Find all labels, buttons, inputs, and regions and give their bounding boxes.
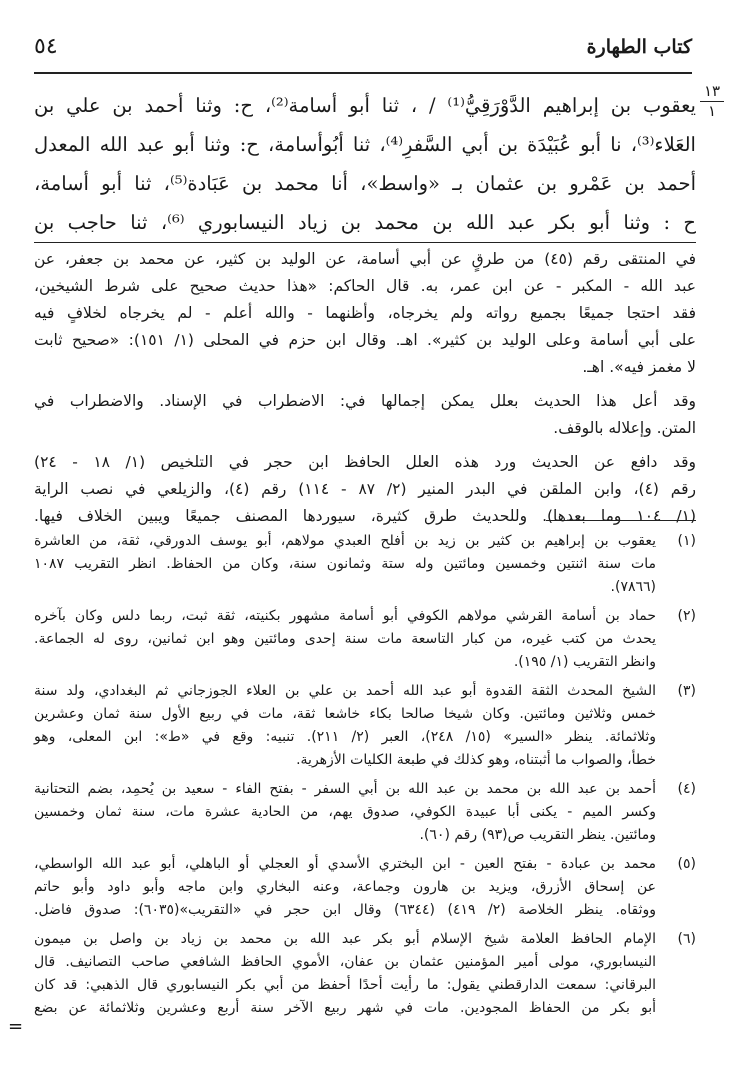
commentary-line: المتن. وإعلاله بالوقف. [553,419,696,437]
footnote-line: خمس وثلاثين ومائتين. وكان شيخا صالحا بكاء خاشعا ثقة، مات في ربيع الأول سنة ثمان وعشرين [34,706,656,722]
commentary-line: في المنتقى رقم (٤٥) من طرقٍ عن أبي أسامة، عن الوليد بن كثير، عن محمد بن جعفر، عن [34,250,696,268]
footnote-6 [34,928,696,1020]
footnote-line: حماد بن أسامة القرشي مولاهم الكوفي أبو أسامة مشهور بكنيته، ثقة ثبت، ربما دلس وكان بآخره [34,608,656,624]
commentary-line: فقد احتجا جميعًا بجميع رواته ولم يخرجاه، وأظنهما - والله أعلم - لم يخرجاه لخلافٍ فيه [34,304,696,322]
footnote-line: أبو بكر من الحفاظ المجودين. مات في شهر ربيع الآخر سنة أربع وعشرين وثلاثمائة عن بضع [34,1000,656,1016]
footnote-rule [546,520,696,521]
main-text-line: ح : وثنا أبو بكر عبد الله بن محمد بن زياد النيسابوري ⁽⁶⁾، ثنا حاجب بن [34,211,696,234]
margin-reference [700,84,724,119]
footnote-number: (٦) [677,931,696,947]
footnote-line: خطأ، والصواب ما أثبتناه، وهو كذلك في طبعة الكليات الأزهرية. [296,752,656,768]
header-rule [34,72,692,74]
footnote-line: مات سنة اثنتين وخمسين ومائتين وله ستة وثمانون سنة، وكان من الحفاظ. انظر التقريب ١٠٨٧ [34,556,656,572]
book-title: كتاب الطهارة [586,36,692,58]
commentary-line: لا مغمز فيه». اهـ. [582,358,696,376]
footnote-line: ومائتين. ينظر التقريب ص(٩٣) رقم (٦٠). [419,827,656,843]
footnote-line: محمد بن عبادة - بفتح العين - ابن البختري الأسدي أو العجلي أو الباهلي، أبو عبد الله الواسطي، [34,856,656,872]
footnote-line: عن إسحاق الأزرق، ويزيد بن هارون وجماعة، وعنه البخاري وابن ماجه وأبو داود وأبو حاتم [34,879,656,895]
main-text [34,86,696,242]
footnote-line: ووثقاه. ينظر الخلاصة (٢/ ٤١٩) (٦٣٤٤) وقال ابن حجر في «التقريب»(٦٠٣٥): صدوق فاضل. [34,902,657,918]
commentary-line: وقد دافع عن الحديث ورد هذه العلل الحافظ ابن حجر في التلخيص (١/ ١٨ - ٢٤) [34,453,696,471]
commentary-line: وقد أعل هذا الحديث بعلل يمكن إجمالها في: الاضطراب في الإسناد. والاضطراب في [34,392,696,410]
footnote-line: وانظر التقريب (١/ ١٩٥). [513,654,656,670]
footnote-line: البرقاني: سمعت الدارقطني يقول: ما رأيت أحدًا أحفظ من أبي بكر النيسابوري قال الذهبي: قد كان [34,977,656,993]
margin-ref-page: ١ [707,102,717,120]
footnote-line: وكسر الميم - يكنى أبا عبيدة الكوفي، صدوق يهم، من الحادية عشرة مات، سنة ثمان وخمسين [34,804,656,820]
footnote-line: النيسابوري، مولى أمير المؤمنين عثمان بن عفان، الأموي الحافظ الشافعي صاحب التصانيف. قال [34,954,656,970]
footnote-line: (٧٨٦٦). [610,579,656,595]
footnote-line: الإمام الحافظ العلامة شيخ الإسلام أبو بكر عبد الله بن محمد بن زياد بن واصل بن ميمون [34,931,656,947]
footnote-line: يحدث من كتب غيره، من كبار التاسعة مات سنة إحدى ومائتين وهو ابن ثمانين، روى له الجماعة. [34,631,656,647]
main-text-line: العَلاء⁽³⁾، نا أبو عُبَيْدَة بن أبي السَّفرِ⁽⁴⁾، ثنا أبُوأسامة، ح: وثنا أبو عبد الله المعدل [34,133,696,156]
margin-ref-volume: ١٣ [700,84,724,102]
footnote-4 [34,778,696,847]
footnote-5 [34,853,696,922]
footnote-2 [34,605,696,674]
main-separator-rule [34,242,696,243]
commentary-line: (١/ ١٠٤ وما بعدها). وللحديث طرق كثيرة، سيوردها المصنف جميعًا ويبين الخلاف فيها. [34,507,696,525]
commentary-line: على أبي أسامة وعلى الوليد بن كثير». اهـ. وقال ابن حزم في المحلى (١/ ١٥١): «صحيح ثابت [34,331,696,349]
footnote-number: (٥) [677,856,696,872]
footnote-number: (٢) [677,608,696,624]
commentary-line: عبد الله - المكبر - عن ابن عمر، به. قال الحاكم: «هذا حديث صحيح على شرط الشيخين، [34,277,696,295]
page-header [34,30,692,72]
page-number: ٥٤ [34,34,58,59]
commentary-line: رقم (٤)، وابن الملقن في البدر المنير (٢/ ٨٧ - ١١٤) رقم (٤)، والزيلعي في نصب الراية [34,480,696,498]
footnote-line: أحمد بن عبد الله بن محمد بن عبد الله بن أبي السفر - بفتح الفاء - سعيد بن يُحمِد، بضم التحتانية [34,781,656,797]
footnote-1 [34,530,696,599]
main-text-line: أحمد بن عَمْرو بن عثمان بـ «واسط»، أنا محمد بن عَبَادة⁽⁵⁾، ثنا أبو أسامة، [34,172,697,195]
commentary [34,246,696,530]
footnote-line: الشيخ المحدث الثقة القدوة أبو عبد الله أحمد بن علي بن العلاء الجوزجاني ثم البغدادي، ولد سنة [34,683,656,699]
footnote-number: (٤) [677,781,696,797]
footnote-number: (١) [677,533,696,549]
footnote-line: يعقوب بن إبراهيم بن كثير بن زيد بن أفلح العبدي مولاهم، أبو يوسف الدورقي، ثقة، من العاشرة [34,533,656,549]
footnotes [34,530,696,1026]
footnote-line: وثلاثمائة. ينظر «السير» (١٥/ ٢٤٨)، العبر (٢/ ٢١١). تنبيه: وقع في «ط»: ابن المعلى، وهو [34,729,657,745]
footnote-3 [34,680,696,772]
main-text-line: يعقوب بن إبراهيم الدَّوْرَقِيُّ⁽¹⁾ / ، ثنا أبو أسامة⁽²⁾، ح: وثنا أحمد بن علي بن [34,94,696,117]
continuation-mark: = [8,1016,24,1037]
footnote-number: (٣) [677,683,696,699]
